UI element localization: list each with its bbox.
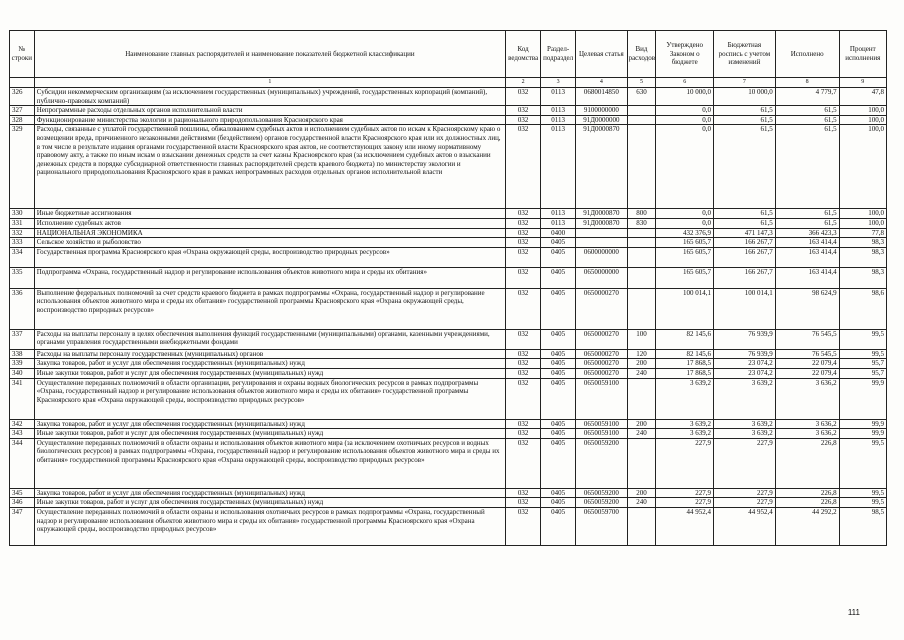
- header-section: Раздел-подраздел: [541, 31, 576, 78]
- row-number: 330: [10, 209, 35, 219]
- row-number: 334: [10, 247, 35, 267]
- row-executed: 61,5: [775, 218, 839, 228]
- row-approved: 17 868,5: [656, 359, 714, 369]
- row-department-code: 032: [506, 349, 541, 359]
- row-budget-schedule: 61,5: [714, 115, 776, 125]
- row-approved: 100 014,1: [656, 288, 714, 329]
- row-expense-type: [627, 228, 656, 238]
- row-approved: 3 639,2: [656, 429, 714, 439]
- row-executed: 4 779,7: [775, 88, 839, 106]
- row-target-item: 0650059700: [576, 507, 627, 545]
- row-executed: 98 624,9: [775, 288, 839, 329]
- row-name: НАЦИОНАЛЬНАЯ ЭКОНОМИКА: [34, 228, 505, 238]
- row-percent: 99,9: [839, 378, 886, 419]
- row-target-item: 0650000000: [576, 267, 627, 288]
- row-approved: 0,0: [656, 106, 714, 116]
- row-expense-type: 200: [627, 359, 656, 369]
- row-target-item: 0650059200: [576, 488, 627, 498]
- row-budget-schedule: 61,5: [714, 106, 776, 116]
- row-name: Субсидии некоммерческим организациям (за исключением государственных (муниципальных) учреждений, государственных корпораций (компаний), публично-правовых компаний): [34, 88, 505, 106]
- row-percent: 99,5: [839, 329, 886, 349]
- row-target-item: 0650000270: [576, 359, 627, 369]
- row-target-item: 0650000270: [576, 288, 627, 329]
- row-executed: 76 545,5: [775, 329, 839, 349]
- row-approved: 82 145,6: [656, 349, 714, 359]
- row-approved: 0,0: [656, 115, 714, 125]
- table-row: [10, 88, 887, 106]
- row-number: 338: [10, 349, 35, 359]
- header-row-number: № строки: [10, 31, 35, 78]
- row-target-item: 0650000270: [576, 368, 627, 378]
- row-expense-type: 200: [627, 419, 656, 429]
- row-executed: 226,8: [775, 488, 839, 498]
- row-name: Иные закупки товаров, работ и услуг для обеспечения государственных (муниципальных) нужд: [34, 429, 505, 439]
- row-expense-type: [627, 125, 656, 209]
- row-budget-schedule: 61,5: [714, 218, 776, 228]
- row-section: 0113: [541, 106, 576, 116]
- row-percent: 47,8: [839, 88, 886, 106]
- table-row: [10, 228, 887, 238]
- table-row: [10, 359, 887, 369]
- row-expense-type: [627, 288, 656, 329]
- header-approved: Утверждено Законом о бюджете: [656, 31, 714, 78]
- row-budget-schedule: 471 147,3: [714, 228, 776, 238]
- table-row: [10, 378, 887, 419]
- table-row: [10, 125, 887, 209]
- row-number: 328: [10, 115, 35, 125]
- table-row: [10, 429, 887, 439]
- row-percent: 100,0: [839, 106, 886, 116]
- row-executed: 3 636,2: [775, 378, 839, 419]
- row-department-code: 032: [506, 488, 541, 498]
- row-section: 0405: [541, 419, 576, 429]
- row-target-item: 91Д0000870: [576, 125, 627, 209]
- row-target-item: 0650000270: [576, 329, 627, 349]
- row-department-code: 032: [506, 106, 541, 116]
- row-expense-type: [627, 378, 656, 419]
- row-name: Закупка товаров, работ и услуг для обеспечения государственных (муниципальных) нужд: [34, 359, 505, 369]
- row-number: 329: [10, 125, 35, 209]
- table-row: [10, 267, 887, 288]
- row-section: 0113: [541, 115, 576, 125]
- row-target-item: 0650059100: [576, 429, 627, 439]
- row-department-code: 032: [506, 218, 541, 228]
- row-approved: 0,0: [656, 125, 714, 209]
- row-number: 341: [10, 378, 35, 419]
- row-budget-schedule: 227,9: [714, 438, 776, 488]
- row-budget-schedule: 10 000,0: [714, 88, 776, 106]
- row-budget-schedule: 227,9: [714, 488, 776, 498]
- row-percent: 98,3: [839, 267, 886, 288]
- row-target-item: 0680014850: [576, 88, 627, 106]
- column-number: 3: [541, 78, 576, 88]
- row-name: Функционирование министерства экологии и рационального природопользования Красноярского края: [34, 115, 505, 125]
- row-expense-type: 630: [627, 88, 656, 106]
- row-number: 326: [10, 88, 35, 106]
- row-target-item: 0650059100: [576, 419, 627, 429]
- row-name: Расходы, связанные с уплатой государственной пошлины, обжалованием судебных актов и исполнением судебных актов по искам к Красноярскому краю о возмещении вреда, причиненного незаконными действиями (бездействием) органов государственной власти Красноярского края или их должностных лиц, в том числе в результате издания органами государственной власти Красноярского края актов, не соответствующих закону или иному нормативному правовому акту, а также по иным искам о взыскании денежных средств за счет казны Красноярского края (за исключением судебных актов о взыскании денежных средств в порядке субсидиарной ответственности главных распорядителей средств краевого бюджета) по министерству экологии и рационального природопользования Красноярского края в рамках непрограммных расходов отдельных органов исполнительной власти: [34, 125, 505, 209]
- row-number: 342: [10, 419, 35, 429]
- row-executed: 366 423,3: [775, 228, 839, 238]
- row-expense-type: [627, 507, 656, 545]
- row-expense-type: 100: [627, 329, 656, 349]
- row-target-item: 91Д0000870: [576, 209, 627, 219]
- row-executed: 61,5: [775, 209, 839, 219]
- row-approved: 227,9: [656, 488, 714, 498]
- row-budget-schedule: 76 939,9: [714, 329, 776, 349]
- row-department-code: 032: [506, 209, 541, 219]
- row-expense-type: [627, 238, 656, 248]
- row-expense-type: 240: [627, 498, 656, 508]
- header-budget-schedule: Бюджетная роспись с учетом изменений: [714, 31, 776, 78]
- row-percent: 98,6: [839, 288, 886, 329]
- table-row: [10, 498, 887, 508]
- row-section: 0405: [541, 247, 576, 267]
- row-executed: 163 414,4: [775, 247, 839, 267]
- column-number: 5: [627, 78, 656, 88]
- row-approved: 227,9: [656, 498, 714, 508]
- row-approved: 82 145,6: [656, 329, 714, 349]
- row-department-code: 032: [506, 228, 541, 238]
- column-number: 8: [775, 78, 839, 88]
- row-number: 337: [10, 329, 35, 349]
- row-department-code: 032: [506, 329, 541, 349]
- row-percent: 98,3: [839, 247, 886, 267]
- row-section: 0113: [541, 218, 576, 228]
- row-expense-type: [627, 247, 656, 267]
- row-target-item: 0650059200: [576, 438, 627, 488]
- row-number: 344: [10, 438, 35, 488]
- row-percent: 99,9: [839, 429, 886, 439]
- row-budget-schedule: 166 267,7: [714, 238, 776, 248]
- row-expense-type: 240: [627, 429, 656, 439]
- row-number: 340: [10, 368, 35, 378]
- column-number: 9: [839, 78, 886, 88]
- row-section: 0405: [541, 359, 576, 369]
- row-approved: 3 639,2: [656, 378, 714, 419]
- row-executed: 76 545,5: [775, 349, 839, 359]
- row-section: 0113: [541, 209, 576, 219]
- row-target-item: 91Д0000000: [576, 115, 627, 125]
- row-name: Сельское хозяйство и рыболовство: [34, 238, 505, 248]
- row-number: 335: [10, 267, 35, 288]
- column-number: 4: [576, 78, 627, 88]
- row-budget-schedule: 61,5: [714, 125, 776, 209]
- row-section: 0405: [541, 488, 576, 498]
- table-row: [10, 488, 887, 498]
- row-percent: 100,0: [839, 218, 886, 228]
- row-name: Расходы на выплаты персоналу в целях обеспечения выполнения функций государственными (муниципальными) органами, казенными учреждениями, органами управления государственными внебюджетными фондами: [34, 329, 505, 349]
- row-percent: 77,8: [839, 228, 886, 238]
- row-name: Государственная программа Красноярского края «Охрана окружающей среды, воспроизводство природных ресурсов»: [34, 247, 505, 267]
- row-department-code: 032: [506, 378, 541, 419]
- row-percent: 100,0: [839, 125, 886, 209]
- row-executed: 61,5: [775, 125, 839, 209]
- row-executed: 22 079,4: [775, 368, 839, 378]
- row-name: Подпрограмма «Охрана, государственный надзор и регулирование использования объектов животного мира и среды их обитания»: [34, 267, 505, 288]
- column-number: 1: [34, 78, 505, 88]
- row-target-item: [576, 228, 627, 238]
- row-expense-type: [627, 115, 656, 125]
- row-department-code: 032: [506, 359, 541, 369]
- budget-table: [9, 30, 887, 546]
- table-row: [10, 238, 887, 248]
- row-section: 0405: [541, 329, 576, 349]
- row-department-code: 032: [506, 88, 541, 106]
- row-target-item: 91Д0000870: [576, 218, 627, 228]
- row-approved: 165 605,7: [656, 267, 714, 288]
- row-name: Расходы на выплаты персоналу государственных (муниципальных) органов: [34, 349, 505, 359]
- row-percent: 99,5: [839, 349, 886, 359]
- row-executed: 3 636,2: [775, 429, 839, 439]
- row-target-item: 0600000000: [576, 247, 627, 267]
- row-expense-type: 800: [627, 209, 656, 219]
- table-row: [10, 419, 887, 429]
- row-approved: 227,9: [656, 438, 714, 488]
- row-department-code: 032: [506, 247, 541, 267]
- row-number: 336: [10, 288, 35, 329]
- row-approved: 165 605,7: [656, 247, 714, 267]
- table-row: [10, 247, 887, 267]
- row-budget-schedule: 100 014,1: [714, 288, 776, 329]
- row-name: Закупка товаров, работ и услуг для обеспечения государственных (муниципальных) нужд: [34, 488, 505, 498]
- table-row: [10, 349, 887, 359]
- table-row: [10, 329, 887, 349]
- row-percent: 99,5: [839, 488, 886, 498]
- row-budget-schedule: 3 639,2: [714, 429, 776, 439]
- table-body: [10, 88, 887, 546]
- row-department-code: 032: [506, 115, 541, 125]
- row-target-item: 0650059100: [576, 378, 627, 419]
- column-number-row: [10, 78, 887, 88]
- row-expense-type: 830: [627, 218, 656, 228]
- row-section: 0405: [541, 507, 576, 545]
- row-target-item: 9100000000: [576, 106, 627, 116]
- row-percent: 100,0: [839, 115, 886, 125]
- row-section: 0405: [541, 438, 576, 488]
- row-section: 0405: [541, 288, 576, 329]
- row-name: Непрограммные расходы отдельных органов исполнительной власти: [34, 106, 505, 116]
- row-section: 0405: [541, 378, 576, 419]
- row-executed: 61,5: [775, 106, 839, 116]
- row-executed: 61,5: [775, 115, 839, 125]
- column-number: [10, 78, 35, 88]
- row-section: 0405: [541, 238, 576, 248]
- row-number: 339: [10, 359, 35, 369]
- row-percent: 98,3: [839, 238, 886, 248]
- row-name: Осуществление переданных полномочий в области охраны и использования охотничьих ресурсов в рамках подпрограммы «Охрана, государственный надзор и регулирование использования объектов животного мира и среды их обитания» государственной программы Красноярского края «Охрана окружающей среды, воспроизводство природных ресурсов»: [34, 507, 505, 545]
- header-expense-type: Вид расходов: [627, 31, 656, 78]
- header-name: Наименование главных распорядителей и наименование показателей бюджетной классификации: [34, 31, 505, 78]
- row-executed: 226,8: [775, 438, 839, 488]
- table-row: [10, 438, 887, 488]
- row-section: 0405: [541, 498, 576, 508]
- row-budget-schedule: 44 952,4: [714, 507, 776, 545]
- row-number: 327: [10, 106, 35, 116]
- row-department-code: 032: [506, 125, 541, 209]
- row-section: 0405: [541, 349, 576, 359]
- row-approved: 0,0: [656, 209, 714, 219]
- row-expense-type: 240: [627, 368, 656, 378]
- row-executed: 163 414,4: [775, 238, 839, 248]
- row-executed: 3 636,2: [775, 419, 839, 429]
- row-percent: 100,0: [839, 209, 886, 219]
- row-number: 347: [10, 507, 35, 545]
- row-budget-schedule: 166 267,7: [714, 247, 776, 267]
- header-target-item: Целевая статья: [576, 31, 627, 78]
- table-row: [10, 209, 887, 219]
- row-department-code: 032: [506, 498, 541, 508]
- row-approved: 165 605,7: [656, 238, 714, 248]
- row-percent: 99,5: [839, 438, 886, 488]
- row-department-code: 032: [506, 267, 541, 288]
- row-approved: 3 639,2: [656, 419, 714, 429]
- table-row: [10, 288, 887, 329]
- row-expense-type: [627, 267, 656, 288]
- row-expense-type: 200: [627, 488, 656, 498]
- row-name: Осуществление переданных полномочий в области охраны и использования объектов животного мира (за исключением охотничьих ресурсов и водных биологических ресурсов) в рамках подпрограммы «Охрана, государственный надзор и регулирование использования объектов животного мира и среды их обитания» государственной программы Красноярского края «Охрана окружающей среды, воспроизводство природных ресурсов»: [34, 438, 505, 488]
- row-number: 343: [10, 429, 35, 439]
- row-approved: 0,0: [656, 218, 714, 228]
- row-target-item: 0650000270: [576, 349, 627, 359]
- row-section: 0113: [541, 125, 576, 209]
- row-approved: 432 376,9: [656, 228, 714, 238]
- row-percent: 95,7: [839, 359, 886, 369]
- row-department-code: 032: [506, 429, 541, 439]
- row-name: Закупка товаров, работ и услуг для обеспечения государственных (муниципальных) нужд: [34, 419, 505, 429]
- row-expense-type: 120: [627, 349, 656, 359]
- row-section: 0405: [541, 368, 576, 378]
- row-target-item: 0650059200: [576, 498, 627, 508]
- row-executed: 44 292,2: [775, 507, 839, 545]
- row-number: 333: [10, 238, 35, 248]
- row-budget-schedule: 3 639,2: [714, 419, 776, 429]
- table-row: [10, 507, 887, 545]
- row-percent: 95,7: [839, 368, 886, 378]
- row-executed: 163 414,4: [775, 267, 839, 288]
- row-name: Выполнение федеральных полномочий за счет средств краевого бюджета в рамках подпрограммы «Охрана, государственный надзор и регулирование использования объектов животного мира и среды их обитания» государственной программы Красноярского края «Охрана окружающей среды, воспроизводство природных ресурсов»: [34, 288, 505, 329]
- row-name: Иные закупки товаров, работ и услуг для обеспечения государственных (муниципальных) нужд: [34, 368, 505, 378]
- column-number: 6: [656, 78, 714, 88]
- header-executed: Исполнено: [775, 31, 839, 78]
- row-budget-schedule: 23 074,2: [714, 359, 776, 369]
- row-percent: 98,5: [839, 507, 886, 545]
- row-approved: 44 952,4: [656, 507, 714, 545]
- row-target-item: [576, 238, 627, 248]
- row-name: Исполнение судебных актов: [34, 218, 505, 228]
- row-number: 332: [10, 228, 35, 238]
- row-approved: 10 000,0: [656, 88, 714, 106]
- column-number: 2: [506, 78, 541, 88]
- row-name: Осуществление переданных полномочий в области организации, регулирования и охраны водных биологических ресурсов в рамках подпрограммы «Охрана, государственный надзор и регулирование использования объектов животного мира и среды их обитания» государственной программы Красноярского края «Охрана окружающей среды, воспроизводство природных ресурсов»: [34, 378, 505, 419]
- row-number: 331: [10, 218, 35, 228]
- column-number: 7: [714, 78, 776, 88]
- row-number: 345: [10, 488, 35, 498]
- row-department-code: 032: [506, 438, 541, 488]
- row-expense-type: [627, 106, 656, 116]
- table-row: [10, 115, 887, 125]
- header-percent: Процент исполнения: [839, 31, 886, 78]
- row-budget-schedule: 227,9: [714, 498, 776, 508]
- row-department-code: 032: [506, 507, 541, 545]
- row-department-code: 032: [506, 419, 541, 429]
- table-row: [10, 218, 887, 228]
- row-number: 346: [10, 498, 35, 508]
- row-budget-schedule: 76 939,9: [714, 349, 776, 359]
- row-percent: 99,5: [839, 498, 886, 508]
- table-row: [10, 106, 887, 116]
- row-budget-schedule: 3 639,2: [714, 378, 776, 419]
- row-department-code: 032: [506, 368, 541, 378]
- row-budget-schedule: 61,5: [714, 209, 776, 219]
- row-name: Иные бюджетные ассигнования: [34, 209, 505, 219]
- header-department-code: Код ведомства: [506, 31, 541, 78]
- row-budget-schedule: 23 074,2: [714, 368, 776, 378]
- row-expense-type: [627, 438, 656, 488]
- row-percent: 99,9: [839, 419, 886, 429]
- row-executed: 226,8: [775, 498, 839, 508]
- row-section: 0113: [541, 88, 576, 106]
- row-department-code: 032: [506, 238, 541, 248]
- row-section: 0405: [541, 429, 576, 439]
- page-number: 111: [847, 608, 860, 617]
- table-row: [10, 368, 887, 378]
- row-department-code: 032: [506, 288, 541, 329]
- row-executed: 22 079,4: [775, 359, 839, 369]
- row-section: 0400: [541, 228, 576, 238]
- row-approved: 17 868,5: [656, 368, 714, 378]
- row-section: 0405: [541, 267, 576, 288]
- header-row: [10, 31, 887, 78]
- row-name: Иные закупки товаров, работ и услуг для обеспечения государственных (муниципальных) нужд: [34, 498, 505, 508]
- row-budget-schedule: 166 267,7: [714, 267, 776, 288]
